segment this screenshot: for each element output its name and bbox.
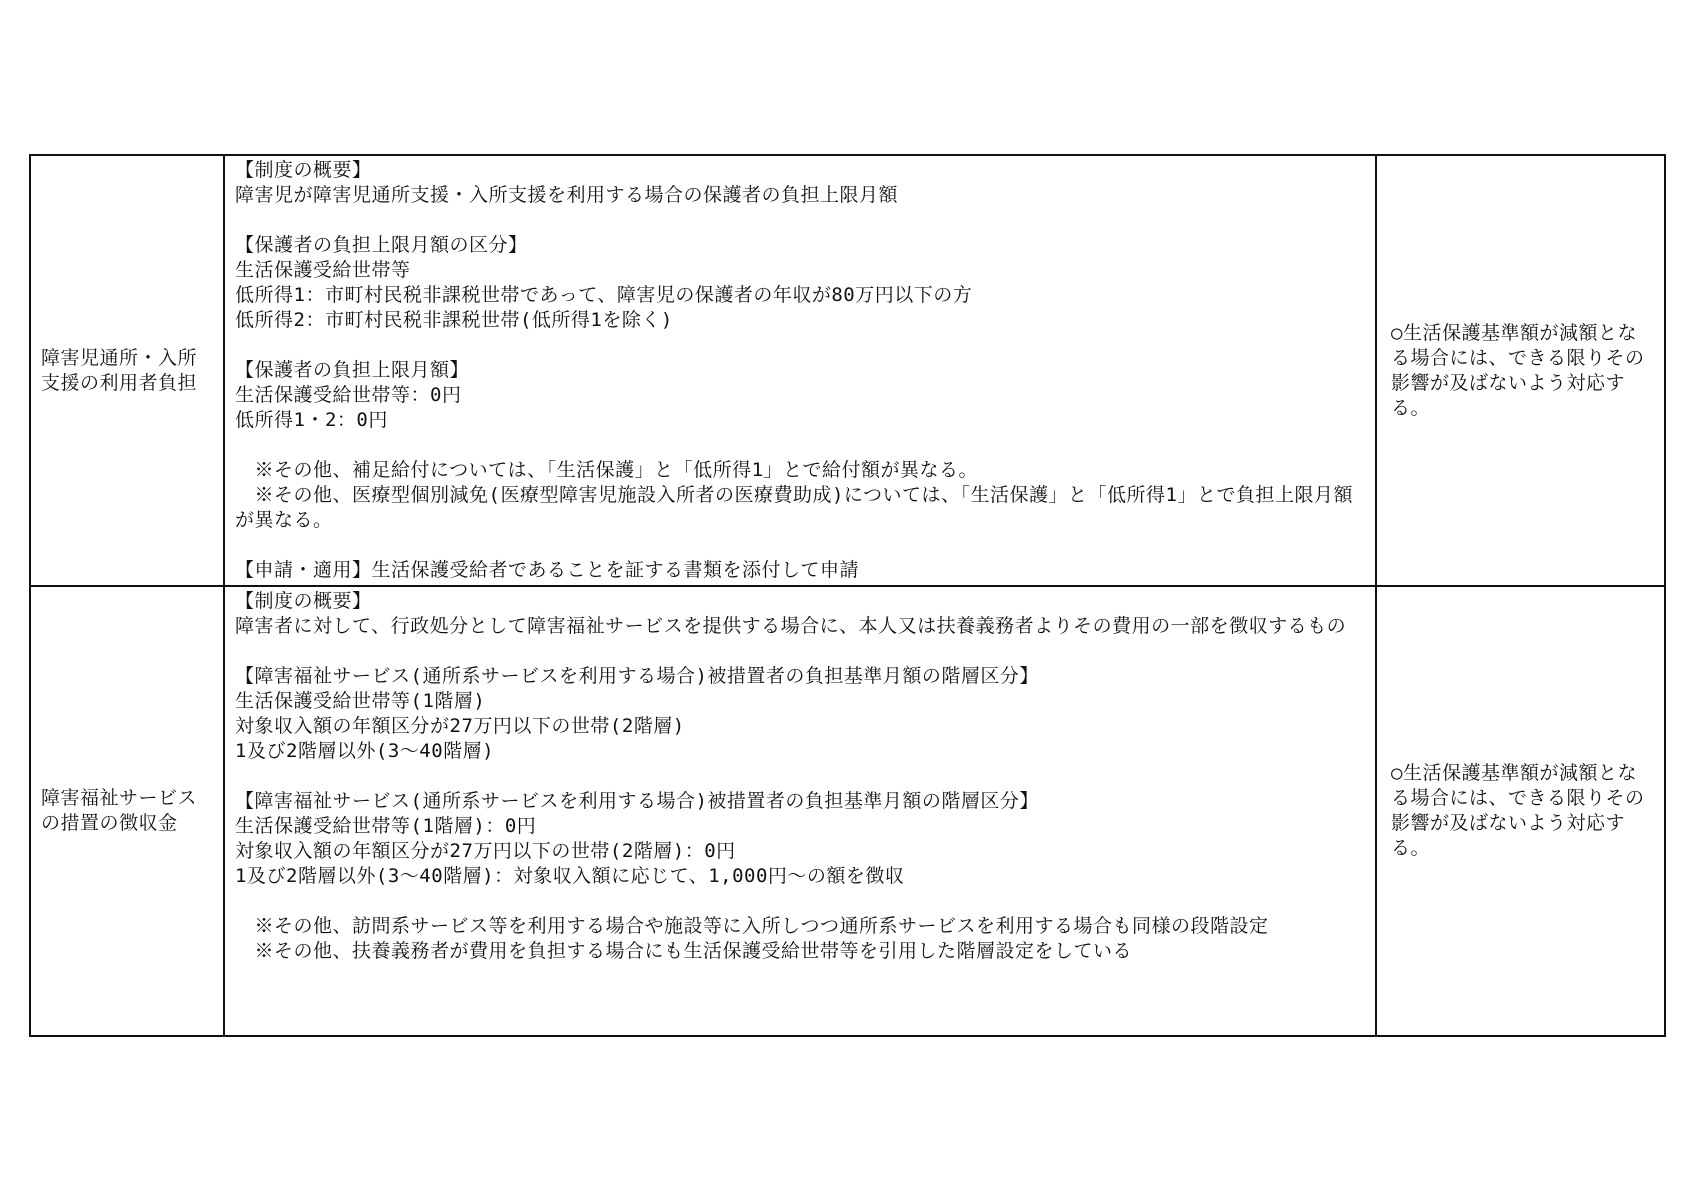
table-row (30, 586, 1665, 1036)
detail-line (235, 433, 1365, 458)
response-measure-cell: ○生活保護基準額が減額となる場合には、できる限りその影響が及ばないよう対応する。 (1376, 155, 1665, 586)
detail-line: 生活保護受給世帯等 (235, 259, 411, 281)
detail-line: ※その他、医療型個別減免(医療型障害児施設入所者の医療費助成)については、「生活保護」と「低所得1」とで負担上限月額が異なる。 (235, 484, 1353, 531)
detail-line: 【障害福祉サービス(通所系サービスを利用する場合)被措置者の負担基準月額の階層区分】 (235, 665, 1039, 687)
detail-line: 生活保護受給世帯等(1階層) (235, 690, 486, 712)
detail-line: 低所得1：市町村民税非課税世帯であって、障害児の保護者の年収が80万円以下の方 (235, 284, 973, 306)
detail-line: 1及び2階層以外(3～40階層) (235, 740, 495, 762)
detail-line: ※その他、訪問系サービス等を利用する場合や施設等に入所しつつ通所系サービスを利用する場合も同様の段階設定 (235, 915, 1269, 937)
detail-line: ※その他、補足給付については、「生活保護」と「低所得1」とで給付額が異なる。 (235, 459, 979, 481)
detail-line (235, 889, 1365, 914)
detail-line: 障害児が障害児通所支援・入所支援を利用する場合の保護者の負担上限月額 (235, 184, 899, 206)
detail-line: 【制度の概要】 (235, 159, 372, 181)
detail-line: 【保護者の負担上限月額】 (235, 359, 470, 381)
detail-line (235, 333, 1365, 358)
detail-line: 【保護者の負担上限月額の区分】 (235, 234, 528, 256)
system-impact-table (29, 154, 1666, 1037)
detail-line: 【制度の概要】 (235, 590, 372, 612)
table-row (30, 155, 1665, 586)
detail-line: 【申請・適用】生活保護受給者であることを証する書類を添付して申請 (235, 559, 860, 581)
detail-line: 生活保護受給世帯等：0円 (235, 384, 462, 406)
detail-line (235, 533, 1365, 558)
detail-line: 【障害福祉サービス(通所系サービスを利用する場合)被措置者の負担基準月額の階層区分】 (235, 790, 1039, 812)
detail-line: 1及び2階層以外(3～40階層)：対象収入額に応じて、1,000円～の額を徴収 (235, 865, 905, 887)
detail-line: 低所得1・2：0円 (235, 409, 388, 431)
detail-line (235, 764, 1365, 789)
system-detail-cell (224, 155, 1376, 586)
detail-line: ※その他、扶養義務者が費用を負担する場合にも生活保護受給世帯等を引用した階層設定をしている (235, 940, 1133, 962)
detail-line (235, 639, 1365, 664)
detail-line: 対象収入額の年額区分が27万円以下の世帯(2階層) (235, 715, 685, 737)
system-name-cell: 障害福祉サービスの措置の徴収金 (30, 586, 224, 1036)
detail-line: 低所得2：市町村民税非課税世帯(低所得1を除く) (235, 309, 673, 331)
response-measure-cell: ○生活保護基準額が減額となる場合には、できる限りその影響が及ばないよう対応する。 (1376, 586, 1665, 1036)
detail-line (235, 208, 1365, 233)
detail-line: 生活保護受給世帯等(1階層)：0円 (235, 815, 537, 837)
detail-line: 障害者に対して、行政処分として障害福祉サービスを提供する場合に、本人又は扶養義務者よりその費用の一部を徴収するもの (235, 615, 1347, 637)
system-detail-cell (224, 586, 1376, 1036)
system-name-cell: 障害児通所・入所支援の利用者負担 (30, 155, 224, 586)
detail-line: 対象収入額の年額区分が27万円以下の世帯(2階層)：0円 (235, 840, 736, 862)
